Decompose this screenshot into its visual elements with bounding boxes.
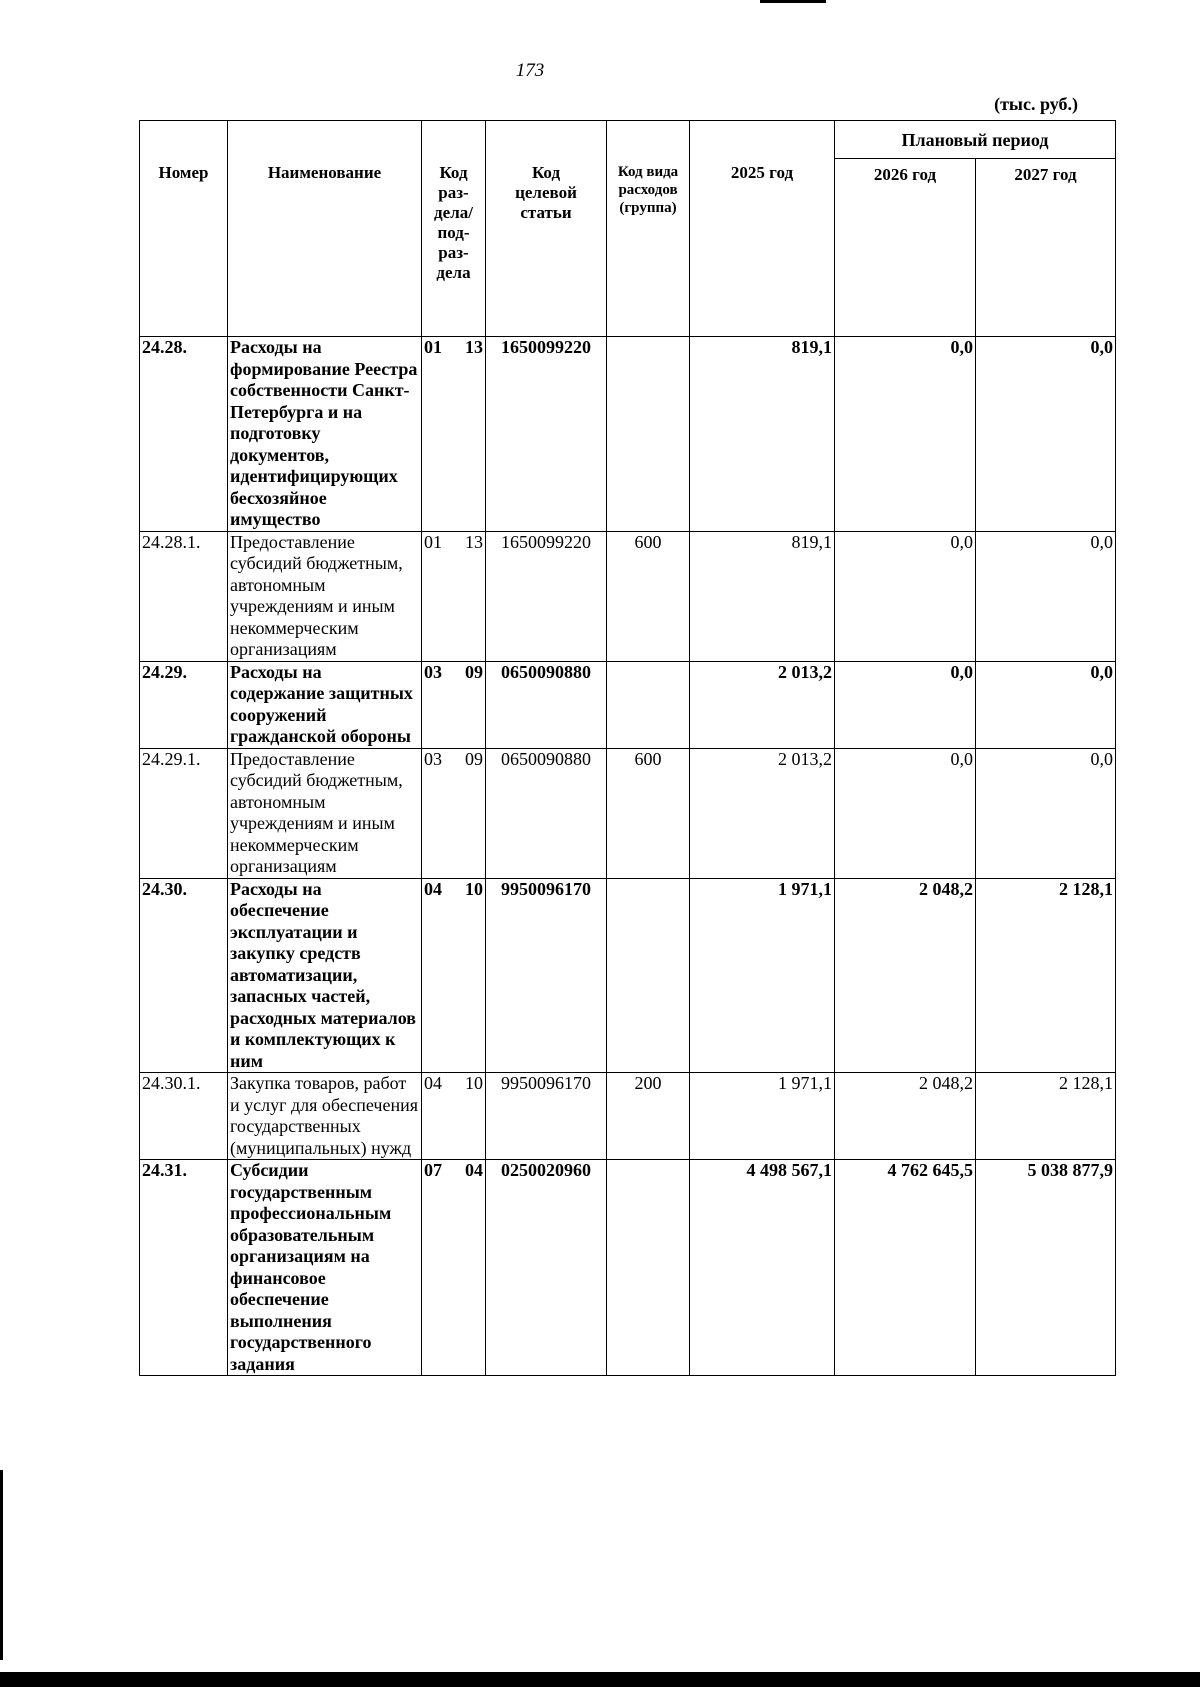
section-code: 03 — [424, 748, 442, 769]
cell-expense-group — [607, 1160, 690, 1376]
cell-2025: 1 971,1 — [690, 878, 835, 1073]
cell-2026: 0,0 — [835, 748, 976, 878]
section-code: 01 — [424, 337, 442, 357]
header-target-code-text: Код целевой статьи — [515, 163, 577, 222]
cell-name: Расходы на формирование Реестра собственности Санкт-Петербурга и на подготовку документов, идентифицирующих бесхозяйное имущество — [228, 337, 422, 532]
budget-table — [139, 120, 1116, 1376]
header-expense-group: Код вида расходов (группа) — [607, 121, 690, 337]
cell-2026: 4 762 645,5 — [835, 1160, 976, 1376]
table-row — [140, 661, 1116, 748]
cell-2025: 819,1 — [690, 337, 835, 532]
table-row — [140, 531, 1116, 661]
cell-section-code — [422, 878, 486, 1073]
subsection-code: 09 — [465, 661, 483, 682]
cell-section-code — [422, 661, 486, 748]
cell-section-code — [422, 531, 486, 661]
cell-target-code: 1650099220 — [486, 337, 607, 532]
cell-section-code — [422, 748, 486, 878]
subsection-code: 04 — [465, 1160, 483, 1180]
cell-target-code: 9950096170 — [486, 878, 607, 1073]
cell-target-code: 1650099220 — [486, 531, 607, 661]
subsection-code: 13 — [465, 337, 483, 357]
section-code: 01 — [424, 531, 442, 552]
cell-2026: 2 048,2 — [835, 1073, 976, 1160]
cell-expense-group: 600 — [607, 748, 690, 878]
subsection-code: 10 — [465, 878, 483, 899]
section-code-pair — [424, 337, 483, 359]
section-code: 04 — [424, 1073, 442, 1093]
cell-target-code: 0650090880 — [486, 661, 607, 748]
cell-2025: 2 013,2 — [690, 748, 835, 878]
header-number: Номер — [140, 121, 228, 337]
cell-2027: 2 128,1 — [976, 878, 1116, 1073]
subsection-code: 09 — [465, 748, 483, 769]
cell-expense-group — [607, 878, 690, 1073]
cell-name: Предоставление субсидий бюджетным, автономным учреждениям и иным некоммерческим организациям — [228, 748, 422, 878]
scan-edge-left — [0, 1470, 3, 1660]
cell-2027: 0,0 — [976, 337, 1116, 532]
section-code-pair — [424, 749, 483, 771]
header-section-code — [422, 121, 486, 337]
section-code-pair — [424, 1073, 483, 1095]
cell-target-code: 0650090880 — [486, 748, 607, 878]
section-code: 07 — [424, 1160, 442, 1180]
cell-expense-group — [607, 337, 690, 532]
subsection-code: 13 — [465, 531, 483, 552]
units-label: (тыс. руб.) — [994, 94, 1078, 114]
table-row — [140, 1073, 1116, 1160]
cell-2025: 819,1 — [690, 531, 835, 661]
section-code-pair — [424, 532, 483, 554]
table-row — [140, 1160, 1116, 1376]
cell-2026: 2 048,2 — [835, 878, 976, 1073]
cell-name: Расходы на обеспечение эксплуатации и закупку средств автоматизации, запасных частей, расходных материалов и комплектующих к ним — [228, 878, 422, 1073]
cell-expense-group — [607, 661, 690, 748]
cell-2025: 1 971,1 — [690, 1073, 835, 1160]
table-body — [140, 337, 1116, 1376]
scan-edge-bottom — [0, 1672, 1200, 1687]
cell-2025: 4 498 567,1 — [690, 1160, 835, 1376]
cell-number: 24.28.1. — [140, 531, 228, 661]
cell-number: 24.30. — [140, 878, 228, 1073]
cell-expense-group: 600 — [607, 531, 690, 661]
cell-2027: 0,0 — [976, 531, 1116, 661]
cell-2026: 0,0 — [835, 661, 976, 748]
table-row — [140, 748, 1116, 878]
header-section-code-text: Код раз-дела/ под-раз-дела — [434, 163, 473, 282]
cell-expense-group: 200 — [607, 1073, 690, 1160]
cell-2027: 5 038 877,9 — [976, 1160, 1116, 1376]
header-name: Наименование — [228, 121, 422, 337]
cell-name: Предоставление субсидий бюджетным, автономным учреждениям и иным некоммерческим организациям — [228, 531, 422, 661]
cell-number: 24.29.1. — [140, 748, 228, 878]
cell-name: Закупка товаров, работ и услуг для обеспечения государственных (муниципальных) нужд — [228, 1073, 422, 1160]
table-row — [140, 337, 1116, 532]
cell-2027: 0,0 — [976, 661, 1116, 748]
cell-2026: 0,0 — [835, 337, 976, 532]
section-code-pair — [424, 1160, 483, 1182]
header-planned-period: Плановый период — [835, 121, 1116, 159]
header-2027: 2027 год — [976, 159, 1116, 337]
cell-2026: 0,0 — [835, 531, 976, 661]
table-header — [140, 121, 1116, 337]
cell-2027: 0,0 — [976, 748, 1116, 878]
cell-name: Субсидии государственным профессиональным образовательным организациям на финансовое обеспечение выполнения государственного задания — [228, 1160, 422, 1376]
header-2026: 2026 год — [835, 159, 976, 337]
cell-section-code — [422, 1073, 486, 1160]
cell-section-code — [422, 337, 486, 532]
header-2025: 2025 год — [690, 121, 835, 337]
cell-2027: 2 128,1 — [976, 1073, 1116, 1160]
page-number: 173 — [515, 60, 545, 81]
cell-number: 24.31. — [140, 1160, 228, 1376]
section-code: 04 — [424, 878, 442, 899]
scan-edge-top — [760, 0, 826, 3]
cell-number: 24.29. — [140, 661, 228, 748]
cell-name: Расходы на содержание защитных сооружений гражданской обороны — [228, 661, 422, 748]
cell-2025: 2 013,2 — [690, 661, 835, 748]
header-target-code — [486, 121, 607, 337]
subsection-code: 10 — [465, 1073, 483, 1093]
section-code: 03 — [424, 661, 442, 682]
table-row — [140, 878, 1116, 1073]
cell-target-code: 9950096170 — [486, 1073, 607, 1160]
cell-section-code — [422, 1160, 486, 1376]
cell-target-code: 0250020960 — [486, 1160, 607, 1376]
cell-number: 24.28. — [140, 337, 228, 532]
cell-number: 24.30.1. — [140, 1073, 228, 1160]
section-code-pair — [424, 879, 483, 901]
section-code-pair — [424, 662, 483, 684]
